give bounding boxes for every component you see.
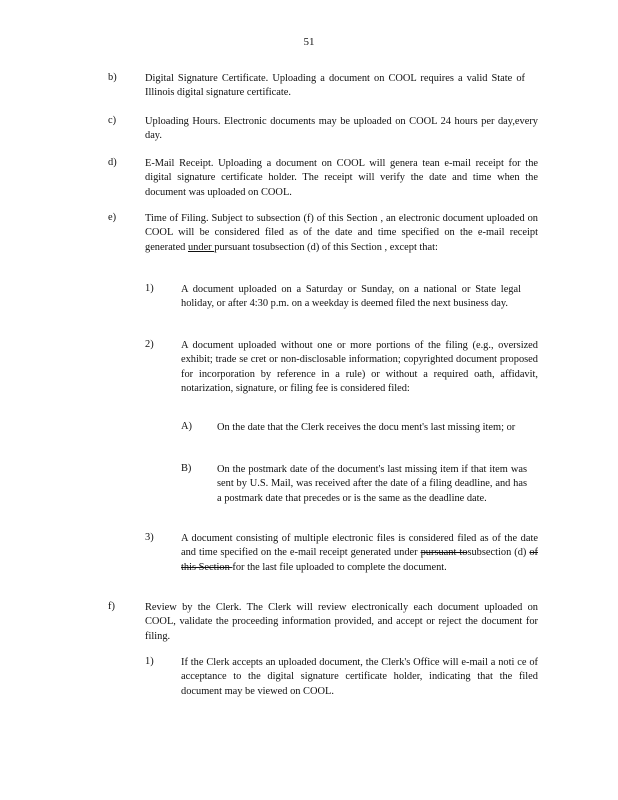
item-text-d: E-Mail Receipt. Uploading a document on COOL will genera tean e-mail receipt for the digital signature certificate holder. The receipt will verify the date and time when the document was uploaded on COOL. <box>145 158 538 198</box>
item-label-f: f) <box>108 601 115 612</box>
subitem-text-e1: A document uploaded on a Saturday or Sunday, on a national or State legal holiday, or after 4:30 p.m. on a weekday is deemed filed the next business day. <box>181 284 521 310</box>
subitem-label-f1: 1) <box>145 656 154 667</box>
item-text-e-part2: pursuant tosubsection (d) of this Section , except that: <box>214 241 438 253</box>
subitem-label-e2: 2) <box>145 339 154 350</box>
subitem-text-e2: A document uploaded without one or more portions of the filing (e.g., oversized exhibit; trade se cret or non-disclosable information; copyrighted document proposed for incorporation by reference in a rule) or without a required oath, affidavit, notarization, signature, or filing fee is considered filed: <box>181 340 538 394</box>
subitem-label-e3: 3) <box>145 532 154 543</box>
subsubitem-label-A: A) <box>181 421 192 432</box>
item-text-b: Digital Signature Certificate. Uploading a document on COOL requires a valid State of Illinois digital signature certificate. <box>145 73 525 99</box>
subsubitem-label-B: B) <box>181 463 192 474</box>
item-label-d: d) <box>108 157 117 168</box>
item-label-c: c) <box>108 115 117 126</box>
deleted-text-of-this-section: of this Section <box>181 547 539 573</box>
subsubitem-text-A: On the date that the Clerk receives the docu ment's last missing item; or <box>217 422 516 433</box>
subitem-text-e3 <box>181 532 538 575</box>
item-text-c: Uploading Hours. Electronic documents may be uploaded on COOL 24 hours per day,every day. <box>145 116 538 142</box>
subitem-text-f1: If the Clerk accepts an uploaded document, the Clerk's Office will e-mail a noti ce of acceptance to the digital signature certificate holder, indicating that the filed document may be viewed on COOL. <box>181 657 538 697</box>
item-text-e-part1: Time of Filing. Subject to subsection (f) of this Section , an electronic document uploaded on COOL will be considered filed as of the date and time specified on the e-mail receipt generated <box>145 213 538 253</box>
subsubitem-text-B: On the postmark date of the document's last missing item if that item was sent by U.S. Mail, was received after the date of a filing deadline, and has a postmark date that precedes or is the same as the deadline date. <box>217 464 527 504</box>
subitem-text-e3-part1: A document consisting of multiple electronic files is considered filed as of the date and time specified on the e-mail receipt generated under <box>181 533 538 559</box>
item-text-f: Review by the Clerk. The Clerk will review electronically each document uploaded on COOL, validate the proceeding information provided, and accept or reject the document for filing. <box>145 602 538 642</box>
item-label-b: b) <box>108 72 117 83</box>
page-number: 51 <box>303 36 315 48</box>
deleted-text-pursuant-to: pursuant to <box>420 547 468 559</box>
subitem-label-e1: 1) <box>145 283 154 294</box>
inserted-text-under: under <box>187 241 215 253</box>
subitem-text-e3-part3: for the last file uploaded to complete the document. <box>232 561 447 573</box>
item-text-e <box>145 212 538 255</box>
item-label-e: e) <box>108 212 117 223</box>
subitem-text-e3-part2: subsection (d) <box>467 547 530 559</box>
